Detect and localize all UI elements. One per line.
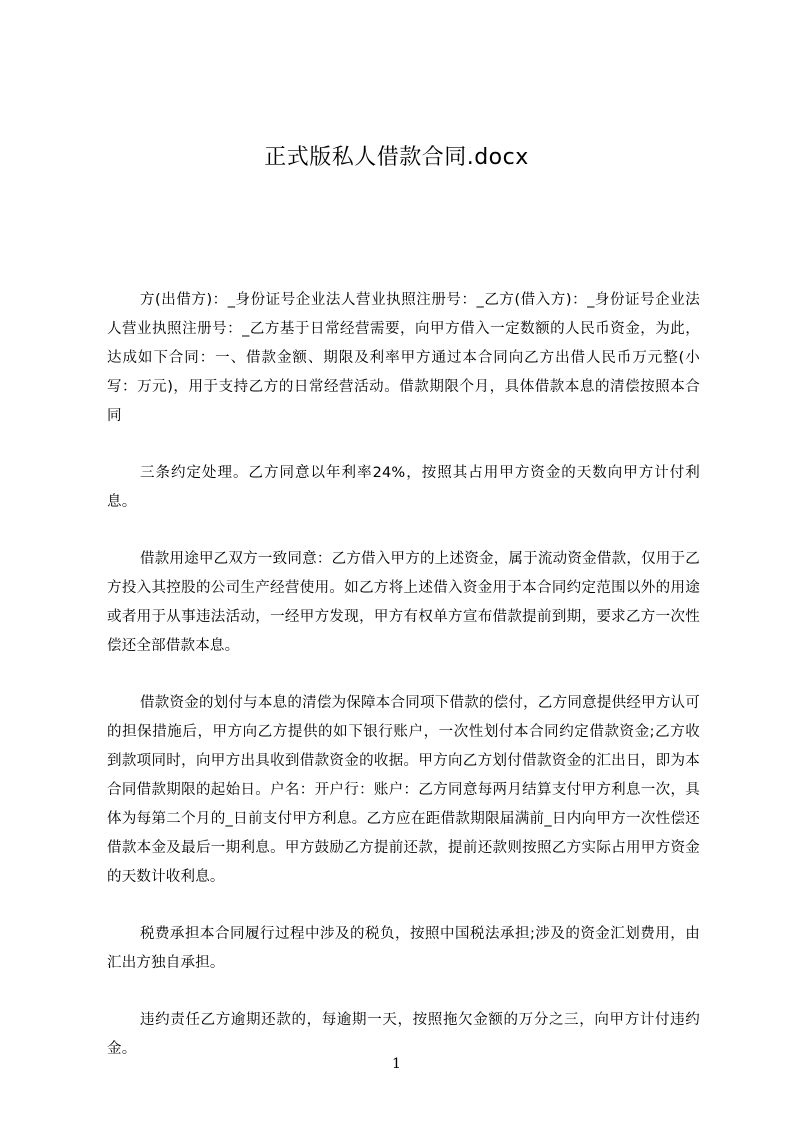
page-number: 1 [392,1056,401,1072]
paragraph-parties: 方(出借方)：_身份证号企业法人营业执照注册号：_乙方(借入方)：_身份证号企业法人营业执照注册号：_乙方基于日常经营需要，向甲方借入一定数额的人民币资金，为此，达成如下合同：一、借款金额、期限及利率甲方通过本合同向乙方出借人民币万元整(小写：万元)，用于支持乙方的日常经营活动。借款期限个月，具体借款本息的清偿按照本合同 [107,292,700,424]
paragraph-taxes: 税费承担本合同履行过程中涉及的税负，按照中国税法承担;涉及的资金汇划费用，由汇出方独自承担。 [107,926,700,971]
paragraph-loan-purpose: 借款用途甲乙双方一致同意：乙方借入甲方的上述资金，属于流动资金借款，仅用于乙方投入其控股的公司生产经营使用。如乙方将上述借入资金用于本合同约定范围以外的用途或者用于从事违法活动，一经甲方发现，甲方有权单方宣布借款提前到期，要求乙方一次性偿还全部借款本息。 [107,551,700,654]
paragraph-default: 违约责任乙方逾期还款的，每逾期一天，按照拖欠金额的万分之三，向甲方计付违约金。 [107,1012,700,1057]
document-body [107,286,700,1092]
document-title: 正式版私人借款合同.docx [264,145,529,170]
paragraph-repayment: 借款资金的划付与本息的清偿为保障本合同项下借款的偿付，乙方同意提供经甲方认可的担保措施后，甲方向乙方提供的如下银行账户，一次性划付本合同约定借款资金;乙方收到款项同时，向甲方出具收到借款资金的收据。甲方向乙方划付借款资金的汇出日，即为本合同借款期限的起始日。户名：开户行：账户：乙方同意每两月结算支付甲方利息一次，具体为每第二个月的_日前支付甲方利息。乙方应在距借款期限届满前_日内向甲方一次性偿还借款本金及最后一期利息。甲方鼓励乙方提前还款，提前还款则按照乙方实际占用甲方资金的天数计收利息。 [107,695,700,885]
paragraph-interest: 三条约定处理。乙方同意以年利率24%，按照其占用甲方资金的天数向甲方计付利息。 [107,465,700,510]
